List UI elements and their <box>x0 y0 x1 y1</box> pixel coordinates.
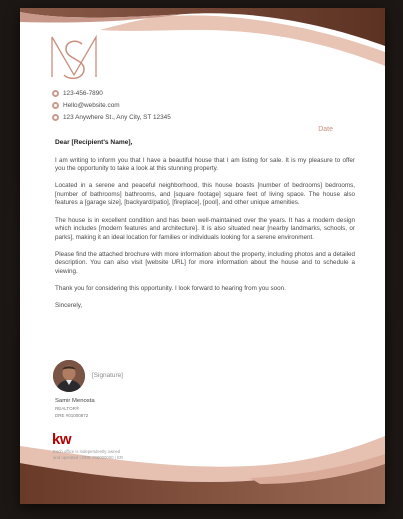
letterhead-page <box>20 8 385 504</box>
agent-license: DRE #01000872 <box>55 413 89 418</box>
letter-paragraph-5: Thank you for considering this opportunity. I look forward to hearing from you soon. <box>55 285 286 293</box>
email-icon <box>52 102 59 109</box>
contact-address: 123 Anywhere St., Any City, ST 12345 <box>63 113 171 121</box>
letter-paragraph-3: The house is in excellent condition and has been well-maintained over the years. It has a modern design which includes [modern features and architecture]. It is also situated near [nearby landmarks, schools, or parks], making it an ideal location for families or individuals looking for a serene environment. <box>55 216 355 241</box>
letter-salutation: Dear [Recipient's Name], <box>55 139 133 146</box>
agent-portrait <box>53 360 85 392</box>
contact-phone-row <box>52 87 171 99</box>
agent-title: REALTOR® <box>55 406 80 411</box>
office-line-2: and operated | DRE #00000000 | ER <box>53 454 124 460</box>
contact-email-row <box>52 99 171 111</box>
letter-date: Date <box>318 126 333 133</box>
letter-closing: Sincerely, <box>55 302 83 310</box>
contact-address-row <box>52 111 171 123</box>
signature-placeholder: [Signature] <box>92 372 123 379</box>
letter-paragraph-4: Please find the attached brochure with more information about the property, including photos and a detailed description. You can also visit [website URL] for more information about the house and to schedule a viewing. <box>55 250 355 276</box>
agent-name: Samir Menosta <box>55 398 95 404</box>
contact-email: Hello@website.com <box>63 101 120 109</box>
location-icon <box>52 114 59 121</box>
letter-paragraph-2: Located in a serene and peaceful neighborhood, this house boasts [number of bedrooms] bedrooms, [number of bathrooms] bathrooms, and [square footage] square feet of living space. The house also features a [garage size], [backyard/patio], [fireplace], [pool], and other unique amenities. <box>55 182 355 207</box>
contact-phone: 123-456-7890 <box>63 89 103 97</box>
office-line-1: Each office is independently owned <box>53 449 121 454</box>
letter-body <box>55 139 355 319</box>
monogram-logo <box>46 35 102 85</box>
phone-icon <box>52 90 59 97</box>
agent-info <box>55 398 95 419</box>
agent-avatar <box>53 360 85 392</box>
contact-block <box>52 87 171 123</box>
office-disclaimer <box>53 449 123 460</box>
kw-logo: kw <box>52 431 72 448</box>
letter-paragraph-1: I am writing to inform you that I have a beautiful house that I am listing for sale. It is my pleasure to offer you the opportunity to take a look at this stunning property. <box>55 156 355 173</box>
